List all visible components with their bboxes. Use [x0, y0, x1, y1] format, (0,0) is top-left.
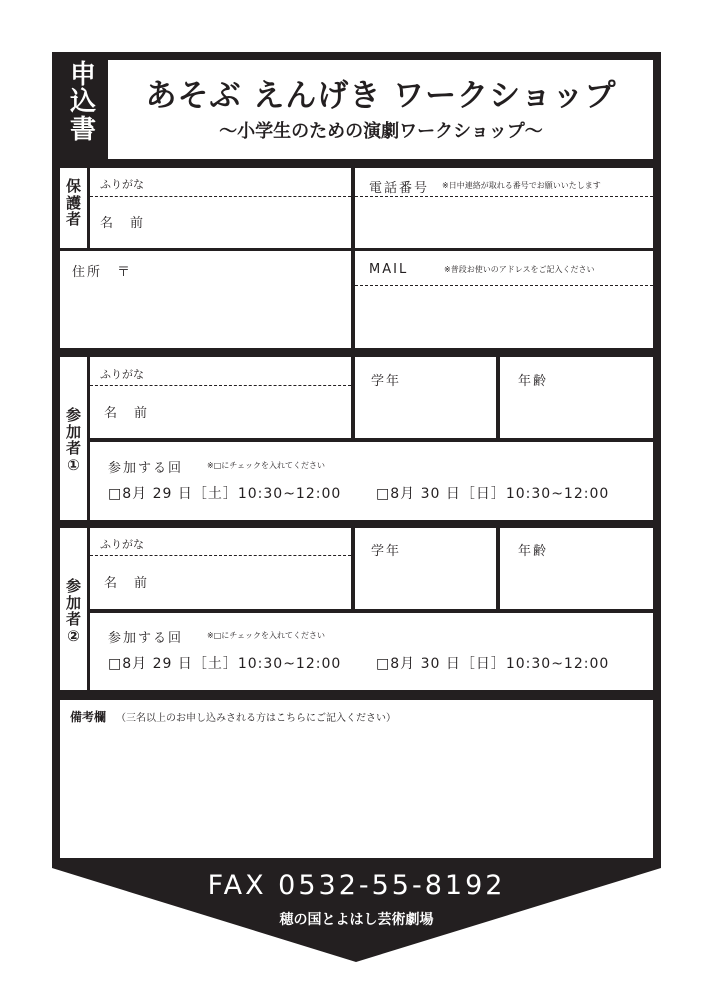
guardian-name-label: 名 前	[100, 216, 146, 231]
phone-divider	[355, 196, 653, 197]
participant1-furigana-divider	[90, 385, 351, 386]
address-label: 住所 〒	[72, 265, 133, 280]
participant1-name-label: 名 前	[104, 406, 150, 421]
participant2-name-label: 名 前	[104, 576, 150, 591]
participant2-session-cell	[90, 613, 653, 690]
participant1-furigana-label: ふりがな	[100, 368, 144, 381]
participant2-session-label: 参加する回	[108, 631, 184, 646]
page-title: あそぶ えんげき ワークショップ	[145, 78, 617, 114]
guardian-furigana-divider	[90, 196, 351, 197]
participant1-option-aug30[interactable]: □8月 30 日［日］10:30~12:00	[376, 486, 610, 502]
remarks-label: 備考欄	[70, 710, 107, 724]
mail-divider	[355, 285, 653, 286]
page-subtitle: ～小学生のための演劇ワークショップ～	[219, 121, 543, 142]
fax-number: FAX 0532-55-8192	[207, 870, 506, 901]
guardian-side-label: 保 護 者	[65, 177, 81, 228]
participant1-age-label: 年齢	[518, 374, 549, 389]
participant2-option-aug30[interactable]: □8月 30 日［日］10:30~12:00	[376, 656, 610, 672]
participant2-grade-label: 学年	[371, 544, 402, 559]
participant2-option-aug29[interactable]: □8月 29 日［土］10:30~12:00	[108, 656, 342, 672]
mail-note: ※普段お使いのアドレスをご記入ください	[444, 265, 595, 274]
phone-label: 電話番号	[369, 181, 430, 196]
participant1-side-label: 参 加 者 ①	[65, 406, 81, 474]
participant2-furigana-label: ふりがな	[100, 538, 144, 551]
theater-name: 穂の国とよはし芸術劇場	[279, 912, 434, 928]
phone-note: ※日中連絡が取れる番号でお願いいたします	[442, 181, 601, 190]
guardian-furigana-label: ふりがな	[100, 178, 144, 191]
participant2-furigana-divider	[90, 555, 351, 556]
participant1-grade-label: 学年	[371, 374, 402, 389]
participant1-session-label: 参加する回	[108, 461, 184, 476]
remarks-note: （三名以上のお申し込みされる方はこちらにご記入ください）	[116, 713, 396, 724]
participant1-session-cell	[90, 442, 653, 520]
mail-label: MAIL	[369, 262, 409, 277]
participant2-session-note: ※□にチェックを入れてください	[207, 631, 326, 640]
participant1-session-note: ※□にチェックを入れてください	[207, 461, 326, 470]
participant1-option-aug29[interactable]: □8月 29 日［土］10:30~12:00	[108, 486, 342, 502]
application-badge: 申 込 書	[69, 60, 96, 145]
participant2-side-label: 参 加 者 ②	[65, 577, 81, 645]
participant2-age-label: 年齢	[518, 544, 549, 559]
